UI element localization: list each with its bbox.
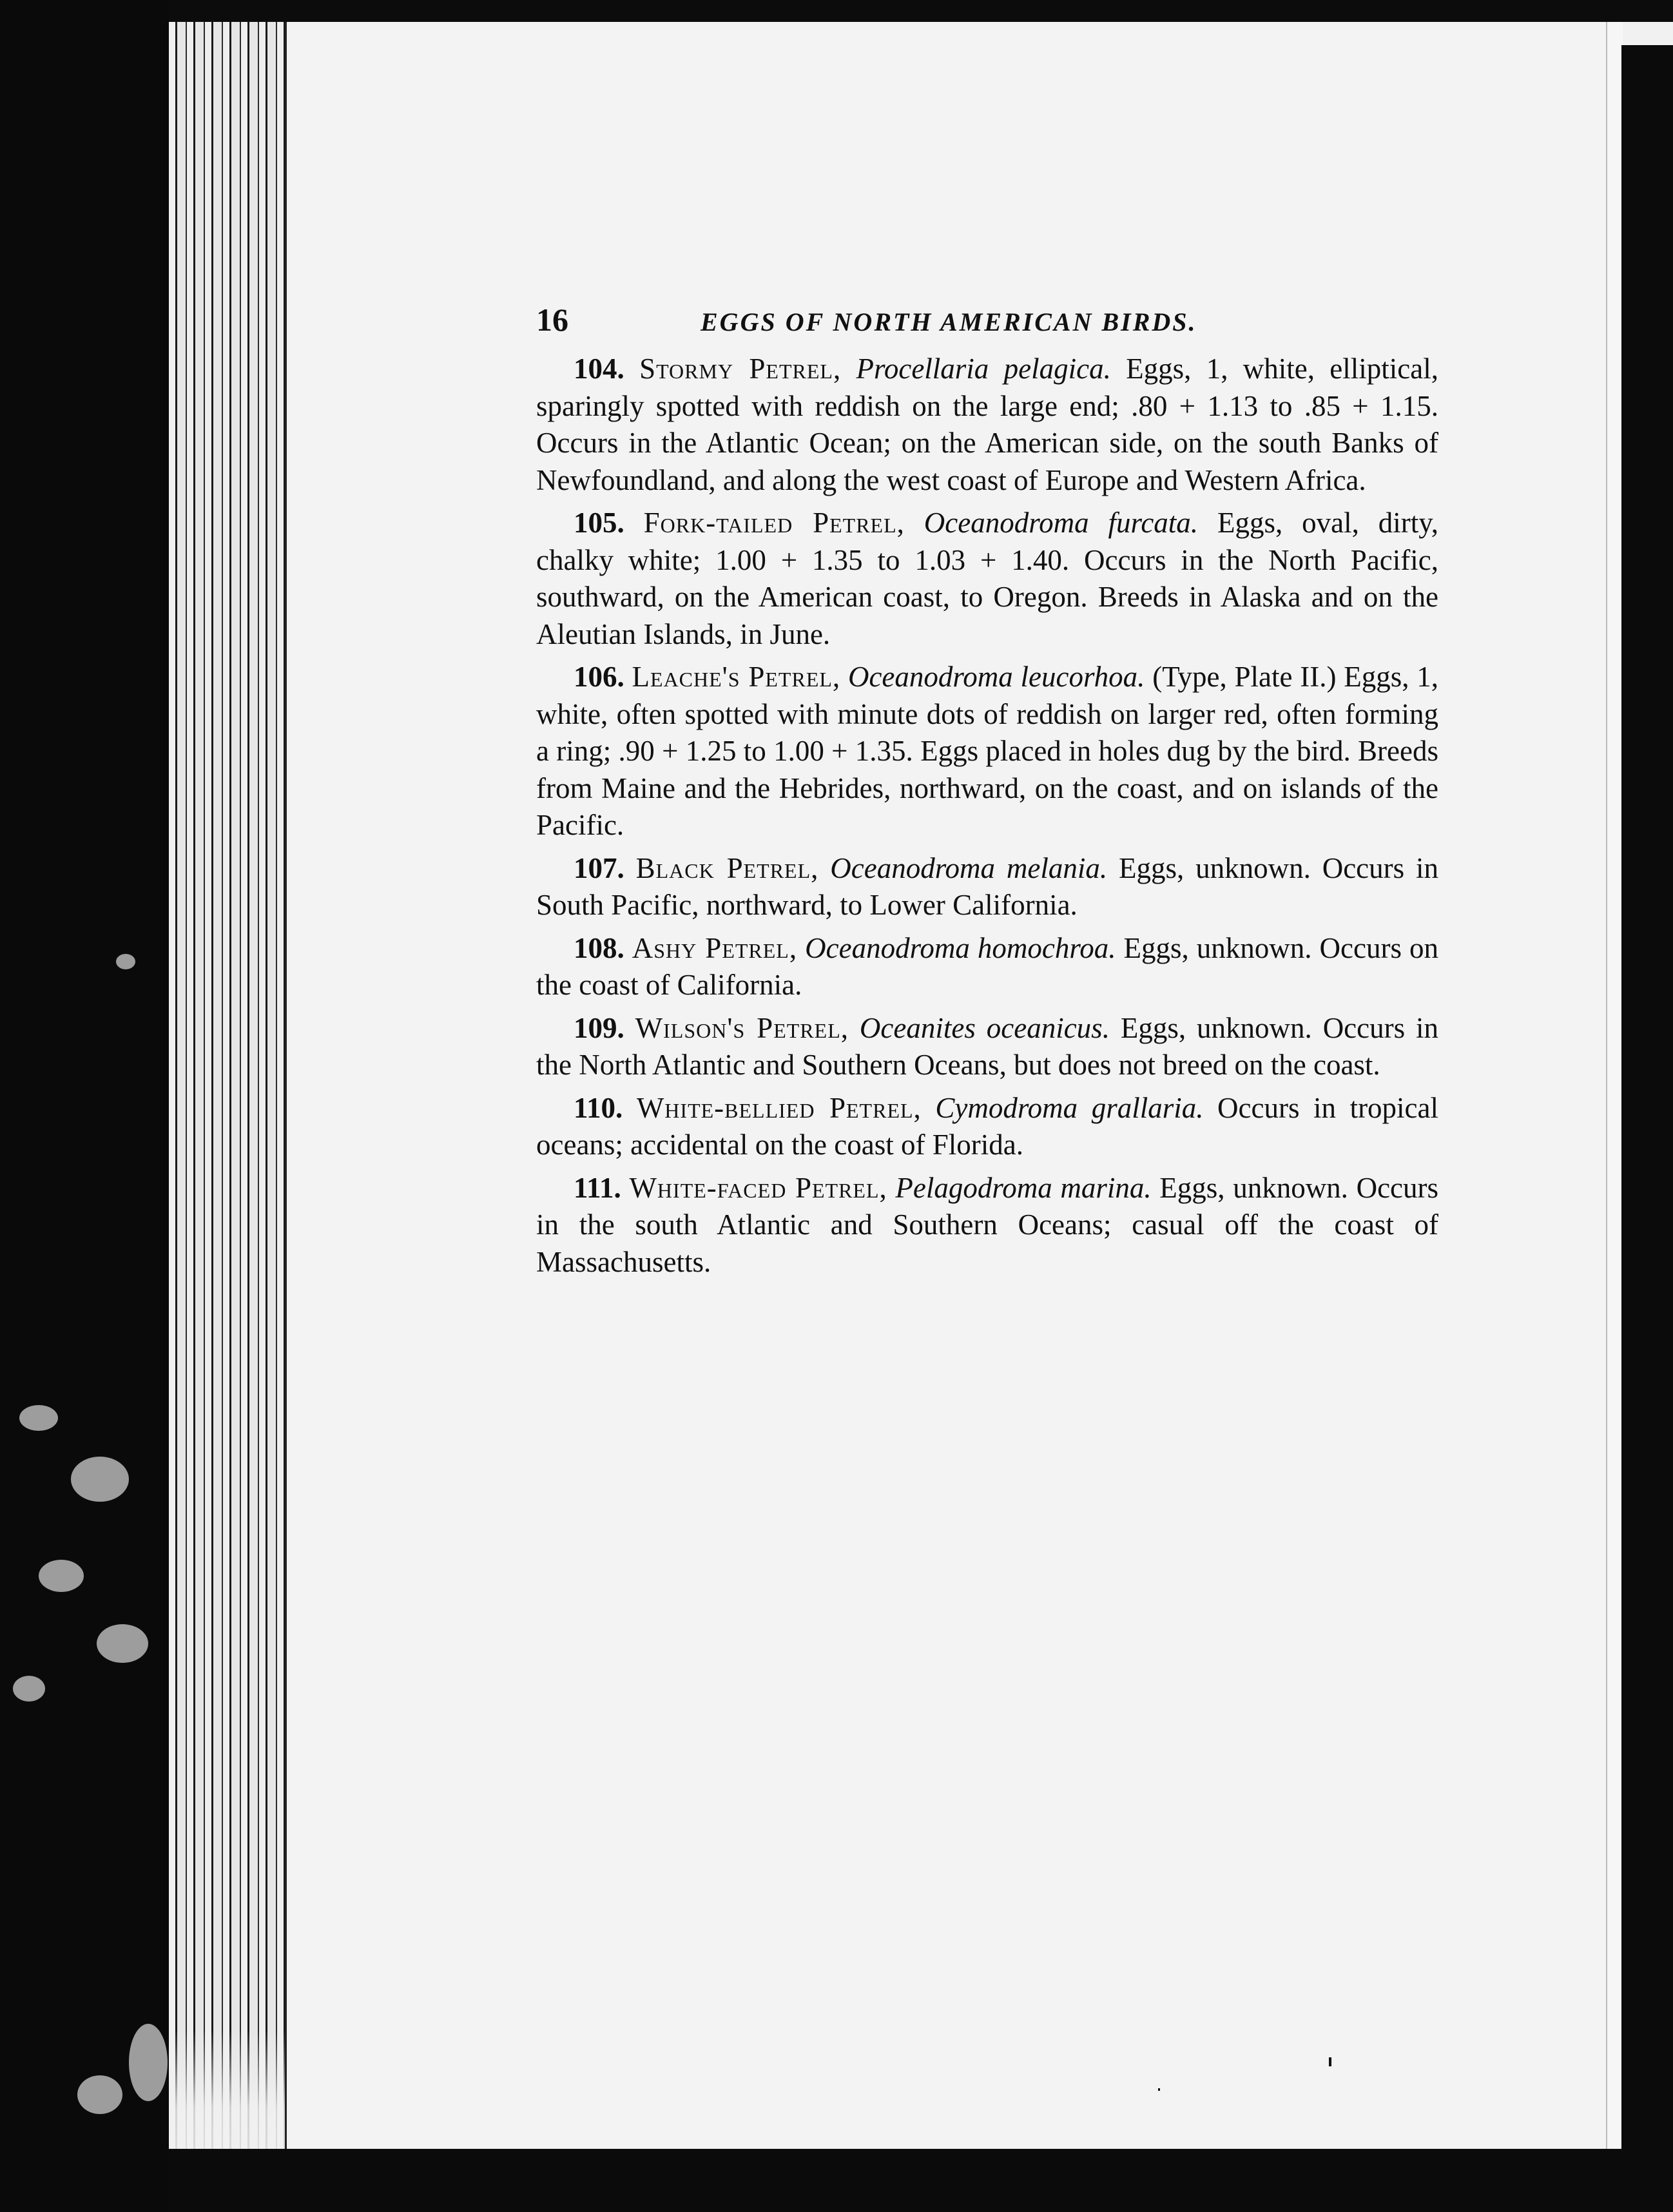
common-name: White-faced Petrel, <box>629 1171 887 1204</box>
common-name: Leache's Petrel, <box>632 661 841 693</box>
scan-speck <box>77 2075 122 2114</box>
entry-description: Eggs, oval, dirty, chalky white; 1.00 + 1.35 to 1.03 + 1.40. Occurs in the North Pacific, southward, on the American coast, to Oregon. Breeds in Alaska and on the Aleutian Islands, in June. <box>536 507 1439 650</box>
scientific-name: Oceanodroma melania. <box>830 851 1108 884</box>
scientific-name: Oceanodroma leucorhoa. <box>847 661 1145 693</box>
entry-description: Eggs, unknown. Occurs in South Pacific, northward, to Lower California. <box>536 851 1439 921</box>
species-entry <box>536 659 1438 844</box>
page-edges-wear <box>169 2030 291 2159</box>
entry-number: 107. <box>574 851 624 884</box>
scan-top-edge <box>169 0 1673 22</box>
scan-speck <box>129 2024 168 2101</box>
entry-description: Occurs in tropical oceans; accidental on the coast of Florida. <box>536 1091 1439 1161</box>
scan-speck <box>97 1624 148 1663</box>
entry-number: 106. <box>574 661 624 693</box>
common-name: Fork-tailed Petrel, <box>643 507 905 539</box>
running-title: EGGS OF NORTH AMERICAN BIRDS. <box>701 307 1197 336</box>
scientific-name: Cymodroma grallaria. <box>935 1091 1204 1124</box>
entry-number: 104. <box>574 353 624 385</box>
ink-mark <box>1329 2057 1331 2066</box>
scan-speck <box>71 1457 129 1502</box>
scientific-name: Procellaria pelagica. <box>856 353 1111 385</box>
entry-description: Eggs, unknown. Occurs on the coast of California. <box>536 931 1438 1001</box>
common-name: Wilson's Petrel, <box>635 1011 849 1044</box>
scientific-name: Oceanites oceanicus. <box>859 1011 1110 1044</box>
page-right-margin <box>1606 22 1623 2149</box>
entry-description: Eggs, unknown. Occurs in the south Atlantic and Southern Oceans; casual off the coast of Massachusetts. <box>536 1171 1439 1278</box>
species-entry <box>536 930 1438 1004</box>
running-head <box>536 302 1438 347</box>
scan-speck <box>116 954 135 969</box>
entry-number: 108. <box>574 931 624 964</box>
entry-number: 109. <box>574 1011 624 1044</box>
stacked-page-edges <box>169 22 285 2149</box>
page-number: 16 <box>536 302 568 338</box>
scientific-name: Pelagodroma marina. <box>895 1171 1152 1204</box>
scan-right-edge <box>1621 45 1673 2153</box>
species-entry <box>536 505 1438 653</box>
species-entry <box>536 850 1438 924</box>
species-entry <box>536 1090 1438 1164</box>
entry-description: (Type, Plate II.) Eggs, 1, white, often spotted with minute dots of reddish on larger red, often forming a ring; .90 + 1.25 to 1.00 + 1.35. Eggs placed in holes dug by the bird. Breeds from Maine and the Hebrides, northward, on the coast, and on islands of the Pacific. <box>536 661 1439 841</box>
scan-speck <box>19 1405 58 1431</box>
species-entry <box>536 1010 1438 1084</box>
scan-speck <box>39 1560 84 1592</box>
common-name: Ashy Petrel, <box>632 931 798 964</box>
entry-number: 105. <box>574 507 624 539</box>
scan-speck <box>13 1676 45 1702</box>
scan-bottom-edge <box>169 2149 1673 2212</box>
scientific-name: Oceanodroma furcata. <box>924 507 1199 539</box>
ink-mark <box>1158 2088 1160 2091</box>
entry-description: Eggs, unknown. Occurs in the North Atlantic and Southern Oceans, but does not breed on the coast. <box>536 1011 1439 1081</box>
common-name: White-bellied Petrel, <box>636 1091 922 1124</box>
scientific-name: Oceanodroma homochroa. <box>805 931 1116 964</box>
entry-number: 110. <box>574 1091 623 1124</box>
entry-description: Eggs, 1, white, elliptical, sparingly spotted with reddish on the large end; .80 + 1.13 to .85 + 1.15. Occurs in the Atlantic Ocean; on the American side, on the south Banks of Newfoundland, and along the west coast of Europe and Western Africa. <box>536 353 1438 496</box>
species-entry <box>536 351 1438 499</box>
common-name: Black Petrel, <box>635 851 819 884</box>
entry-number: 111. <box>574 1171 621 1204</box>
common-name: Stormy Petrel, <box>639 353 842 385</box>
page-text <box>536 302 1438 1286</box>
species-entry <box>536 1170 1438 1281</box>
